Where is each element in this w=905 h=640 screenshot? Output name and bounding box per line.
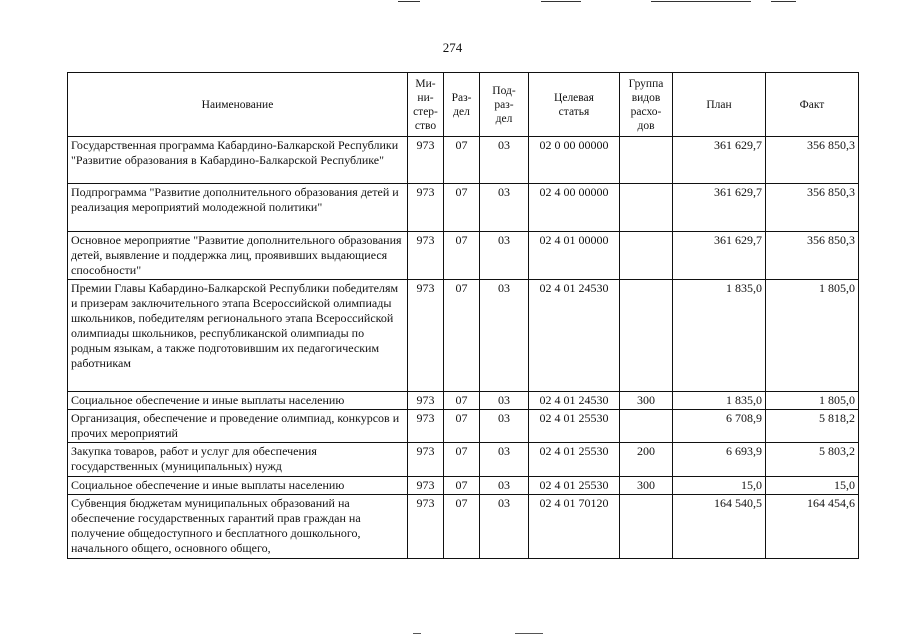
cell-ministry: 973 bbox=[408, 232, 444, 280]
cell-subsection: 03 bbox=[480, 410, 529, 443]
cell-fact: 1 805,0 bbox=[766, 280, 859, 392]
header-subsection: Под- раз- дел bbox=[480, 73, 529, 137]
cell-group bbox=[620, 410, 673, 443]
cell-name: Социальное обеспечение и иные выплаты населению bbox=[68, 477, 408, 495]
cell-ministry: 973 bbox=[408, 410, 444, 443]
cell-section: 07 bbox=[444, 443, 480, 477]
header-plan: План bbox=[673, 73, 766, 137]
header-expense-group: Группа видов расхо- дов bbox=[620, 73, 673, 137]
cell-name: Основное мероприятие "Развитие дополнительного образования детей, выявление и поддержка лиц, проявивших выдающиеся способности" bbox=[68, 232, 408, 280]
cell-subsection: 03 bbox=[480, 137, 529, 184]
table-row bbox=[68, 232, 859, 280]
cell-subsection: 03 bbox=[480, 477, 529, 495]
table-row bbox=[68, 184, 859, 232]
cell-group: 300 bbox=[620, 392, 673, 410]
cell-group bbox=[620, 280, 673, 392]
cell-target: 02 0 00 00000 bbox=[529, 137, 620, 184]
cell-plan: 1 835,0 bbox=[673, 280, 766, 392]
cell-fact: 15,0 bbox=[766, 477, 859, 495]
cell-group bbox=[620, 184, 673, 232]
cell-group bbox=[620, 495, 673, 559]
cell-ministry: 973 bbox=[408, 443, 444, 477]
cell-target: 02 4 01 25530 bbox=[529, 477, 620, 495]
cell-ministry: 973 bbox=[408, 184, 444, 232]
cell-section: 07 bbox=[444, 184, 480, 232]
cell-plan: 361 629,7 bbox=[673, 232, 766, 280]
table-row bbox=[68, 137, 859, 184]
budget-table bbox=[67, 72, 859, 559]
cell-target: 02 4 01 00000 bbox=[529, 232, 620, 280]
table-header-row bbox=[68, 73, 859, 137]
scan-edge-line bbox=[413, 633, 421, 634]
cell-subsection: 03 bbox=[480, 495, 529, 559]
cell-section: 07 bbox=[444, 495, 480, 559]
scan-edge-line bbox=[398, 1, 420, 2]
cell-target: 02 4 01 24530 bbox=[529, 280, 620, 392]
cell-plan: 164 540,5 bbox=[673, 495, 766, 559]
cell-ministry: 973 bbox=[408, 137, 444, 184]
table-row bbox=[68, 495, 859, 559]
table-row bbox=[68, 280, 859, 392]
cell-target: 02 4 01 25530 bbox=[529, 410, 620, 443]
scan-edge-line bbox=[771, 1, 796, 2]
cell-name: Закупка товаров, работ и услуг для обеспечения государственных (муниципальных) нужд bbox=[68, 443, 408, 477]
cell-plan: 15,0 bbox=[673, 477, 766, 495]
cell-section: 07 bbox=[444, 410, 480, 443]
table-row bbox=[68, 410, 859, 443]
cell-plan: 6 708,9 bbox=[673, 410, 766, 443]
cell-ministry: 973 bbox=[408, 392, 444, 410]
cell-target: 02 4 01 24530 bbox=[529, 392, 620, 410]
cell-subsection: 03 bbox=[480, 443, 529, 477]
cell-plan: 361 629,7 bbox=[673, 184, 766, 232]
table-row bbox=[68, 477, 859, 495]
cell-group bbox=[620, 232, 673, 280]
cell-section: 07 bbox=[444, 392, 480, 410]
cell-section: 07 bbox=[444, 137, 480, 184]
cell-subsection: 03 bbox=[480, 392, 529, 410]
cell-group bbox=[620, 137, 673, 184]
cell-name: Премии Главы Кабардино-Балкарской Республики победителям и призерам заключительного этапа Всероссийской олимпиады школьников, победителям регионального этапа Всероссийской олимпиады школьников, республиканской олимпиады по родным языкам, а также подготовившим их педагогическим работникам bbox=[68, 280, 408, 392]
cell-fact: 356 850,3 bbox=[766, 137, 859, 184]
cell-section: 07 bbox=[444, 280, 480, 392]
cell-plan: 6 693,9 bbox=[673, 443, 766, 477]
table-row bbox=[68, 392, 859, 410]
page-number: 274 bbox=[442, 40, 463, 55]
cell-target: 02 4 01 25530 bbox=[529, 443, 620, 477]
cell-fact: 5 803,2 bbox=[766, 443, 859, 477]
cell-ministry: 973 bbox=[408, 477, 444, 495]
cell-ministry: 973 bbox=[408, 280, 444, 392]
cell-name: Субвенция бюджетам муниципальных образований на обеспечение государственных гарантий прав граждан на получение общедоступного и бесплатного дошкольного, начального общего, основного общего, bbox=[68, 495, 408, 559]
cell-subsection: 03 bbox=[480, 280, 529, 392]
cell-fact: 356 850,3 bbox=[766, 184, 859, 232]
header-fact: Факт bbox=[766, 73, 859, 137]
cell-name: Социальное обеспечение и иные выплаты населению bbox=[68, 392, 408, 410]
cell-fact: 356 850,3 bbox=[766, 232, 859, 280]
cell-group: 200 bbox=[620, 443, 673, 477]
header-section: Раз- дел bbox=[444, 73, 480, 137]
scan-edge-line bbox=[541, 1, 581, 2]
cell-section: 07 bbox=[444, 477, 480, 495]
cell-group: 300 bbox=[620, 477, 673, 495]
cell-plan: 1 835,0 bbox=[673, 392, 766, 410]
cell-section: 07 bbox=[444, 232, 480, 280]
header-ministry: Ми- ни- стер- ство bbox=[408, 73, 444, 137]
cell-target: 02 4 01 70120 bbox=[529, 495, 620, 559]
header-target: Целевая статья bbox=[529, 73, 620, 137]
cell-name: Государственная программа Кабардино-Балкарской Республики "Развитие образования в Кабардино-Балкарской Республике" bbox=[68, 137, 408, 184]
table-row bbox=[68, 443, 859, 477]
cell-ministry: 973 bbox=[408, 495, 444, 559]
cell-fact: 1 805,0 bbox=[766, 392, 859, 410]
cell-fact: 164 454,6 bbox=[766, 495, 859, 559]
cell-plan: 361 629,7 bbox=[673, 137, 766, 184]
cell-name: Организация, обеспечение и проведение олимпиад, конкурсов и прочих мероприятий bbox=[68, 410, 408, 443]
cell-fact: 5 818,2 bbox=[766, 410, 859, 443]
cell-target: 02 4 00 00000 bbox=[529, 184, 620, 232]
header-name: Наименование bbox=[68, 73, 408, 137]
scan-edge-line bbox=[651, 1, 751, 2]
cell-subsection: 03 bbox=[480, 184, 529, 232]
cell-name: Подпрограмма "Развитие дополнительного образования детей и реализация мероприятий молодежной политики" bbox=[68, 184, 408, 232]
scan-edge-line bbox=[515, 633, 543, 634]
cell-subsection: 03 bbox=[480, 232, 529, 280]
